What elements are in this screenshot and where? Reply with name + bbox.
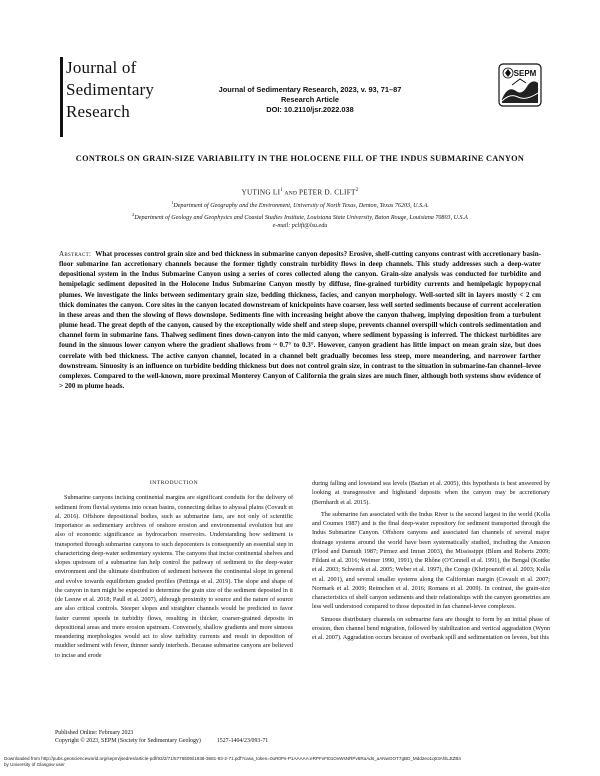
affiliation-2-sup: 2: [132, 212, 135, 217]
publication-info: [55, 729, 284, 745]
abstract: [59, 249, 541, 391]
article-type: Research Article: [280, 95, 340, 105]
author-2-sup: 2: [355, 188, 359, 193]
article-title: CONTROLS ON GRAIN-SIZE VARIABILITY IN THE HOLOCENE FILL OF THE INDUS SUBMARINE CANYON: [75, 154, 525, 163]
sepm-logo-icon: [498, 63, 542, 107]
journal-logo: [66, 57, 166, 123]
author-2: PETER D. CLIFT: [298, 188, 356, 197]
author-1-sup: 1: [280, 188, 284, 193]
download-url[interactable]: Downloaded from http://pubs.geoscienceworld.org/sepm/jsedres/article-pdf/93/2/71/5776509/i1938-3681-93-2-71.pdf?casa_token=0uR0Ps-P1AAAAA:eRPFvFt01OvWsNRPv5RaAds_aANwOOT7gBD_Mdd2eo1q03AhlLJtZB4: [4, 756, 461, 761]
journal-citation: Journal of Sedimentary Research, 2023, v. 93, 71–87: [218, 85, 402, 94]
issn-code: 1527-1404/23/093-71: [216, 738, 269, 745]
copyright-line: [55, 737, 284, 745]
download-footer: [4, 756, 600, 768]
doi-link[interactable]: DOI: 10.2110/jsr.2022.038: [266, 105, 354, 115]
logo-line-2: Sedimentary: [66, 80, 155, 99]
author-line: [40, 188, 560, 196]
intro-paragraph-continued: during falling and lowstand sea levels (Baztan et al. 2005), this hypothesis is best answered by looking at transgressive and highstand deposits when the canyon may be accretionary (Bernhardt et al. 2015).: [312, 480, 550, 506]
affiliation-2-text: Department of Geology and Geophysics and Coastal Studies Institute, Louisiana State University, Baton Rouge, Louisiana 70803, U.S.A: [134, 215, 468, 222]
body-column-left: [55, 479, 293, 660]
author-1: YUTING LI: [241, 188, 281, 197]
intro-paragraph-2: The submarine fan associated with the Indus River is the second largest in the world (Kolla and Coumes 1987) and is the final deep-water repository for sediment transported through the Indus Submarine Canyon. Offshore canyons and associated fan channels of several major drainage systems around the world have been systematically studied, including the Amazon (Flood and Damuth 1987; Pirmez and Imran 2003), the Mississippi (Blum and Roberts 2009; Fildani et al. 2016; Weimer 1990, 1991), the Rhône (O'Connell et al. 1991), the Bengal (Kottke et al. 2003; Schwenk et al. 2005; Weber et al. 1997), the Congo (Khripounoff et al. 2003; Kolla et al. 2001), and several smaller systems along the Californian margin (Covault et al. 2007; Normark et al. 2009; Reimchen et al. 2016; Romans et al. 2009). In contrast, the grain-size characteristics of shelf canyon sediments and their relationships with the canyon geometries are less well understood compared to those deposited in fan channel-levee complexes.: [312, 510, 550, 611]
affiliation-1-text: Department of Geography and the Environment, University of North Texas, Denton, Texas 76203, U.S.A.: [173, 203, 429, 210]
abstract-label: Abstract:: [59, 250, 92, 258]
logo-line-1: Journal of: [66, 58, 137, 77]
published-online: Published Online: February 2023: [55, 730, 134, 736]
affiliation-1: [40, 199, 560, 210]
logo-line-3: Research: [66, 102, 130, 121]
section-heading-introduction: INTRODUCTION: [149, 480, 199, 486]
abstract-text: What processes control grain size and bed thickness in submarine canyon deposits? Erosive, shelf-cutting canyons contrast with accretionary basin-floor submarine fan accretionary channels because the former tightly constrain turbidity flows in deep channels. This study addresses such a deep-water depositional system in the Indus Submarine Canyon using a series of cores collected along the canyon. Grain-size analysis was conducted for turbidite and hemipelagic sediment deposited in the Holocene Indus Submarine Canyon mostly by diffuse, fine-grained turbidity currents and hemipelagic hypopycnal plumes. We investigate the links between sedimentary grain size, bedding thickness, facies, and canyon morphology. Well-sorted silt in layers mostly < 2 cm thick dominates the canyon. Core sites in the canyon located downstream of knickpoints have coarser, less well sorted sediments because of current acceleration in these areas and then the slowing of flows downslope. Sediments fine with increasing height above the canyon thalweg, implying deposition from a turbulent plume head. The great depth of the canyon, caused by the exceptionally wide shelf and steep slope, prevents channel overspill which controls sedimentation and channel form in submarine fans. Thalweg sediment fines down-canyon into the mid canyon, where sediment bypassing is inferred. The thickest turbidites are found in the sinuous lower canyon where the gradient shallows from ~ 0.7° to 0.3°. However, canyon gradient has little impact on mean grain size, but does correlate with bed thickness. The active canyon channel, located in a channel belt gradually becomes less steep, more meandering, and narrower farther downstream. Sinuosity is an influence on turbidite bedding thickness but does not control grain size, in contrast to the situation in submarine-fan channel–levee complexes. Compared to the well-known, more proximal Monterey Canyon of California the grain sizes are much finer, although both systems show evidence of > 200 m plume heads.: [59, 250, 541, 391]
affiliation-2: [40, 211, 560, 222]
header-citation-block: [190, 85, 430, 116]
intro-paragraph-3: Sinuous distributary channels on submarine fans are thought to form by an initial phase of erosion, then channel bend migration, followed by stabilization and vertical aggradation (Wynn et al. 2007). Aggradation occurs because of overbank spill and sedimentation on levees, but this: [312, 615, 550, 641]
sepm-logo-text: SEPM: [513, 69, 537, 78]
copyright-text: Copyright © 2023, SEPM (Society for Sedimentary Geology): [55, 738, 201, 745]
intro-paragraph-1: Submarine canyons incising continental margins are significant conduits for the delivery of sediment from fluvial systems into ocean basins, connecting deltas to abyssal plains (Covault et al. 2016). Offshore depositional bodies, such as submarine fans, are not only of scientific importance as sedimentary archives of onshore erosion and environmental evolution but are also of economic significance as hydrocarbon reservoirs. Understanding how sediment is transported through submarine canyons to such depocenters is consequently an essential step in characterizing deep-water sedimentary systems. The canyons that incise continental shelves and slopes upstream of a submarine fan help control the pathway of sediment to the deep-water environment and the ultimate distribution of sediment between the continental slope in general and evolve towards equilibrium graded profiles (Pettinga et al. 2019). The slope and shape of the canyon in turn might be expected to determine the grain size of the sediment deposited in it (de Leeuw et al. 2018; Paull et al. 2007), although proximity to source and the nature of source are also critical controls. Steeper slopes and straighter channels would be predicted to favor faster current speeds in turbidity flows, resulting in thicker, coarser-grained deposits in depositional areas and more erosion upstream. Conversely, shallow gradients and more sinuous meandering morphologies would act to slow turbidity currents and result in deposition of muddier sediment with fewer, thinner sandy interbeds. Because submarine canyons are believed to incise and erode: [55, 494, 293, 659]
author-email[interactable]: e-mail: pclift@lsu.edu: [272, 223, 328, 229]
author-and: AND: [283, 190, 299, 197]
body-column-right: [312, 479, 550, 642]
logo-bar: [60, 57, 63, 137]
affiliation-1-sup: 1: [171, 200, 174, 205]
download-user: by University of Glasgow user: [4, 762, 65, 767]
